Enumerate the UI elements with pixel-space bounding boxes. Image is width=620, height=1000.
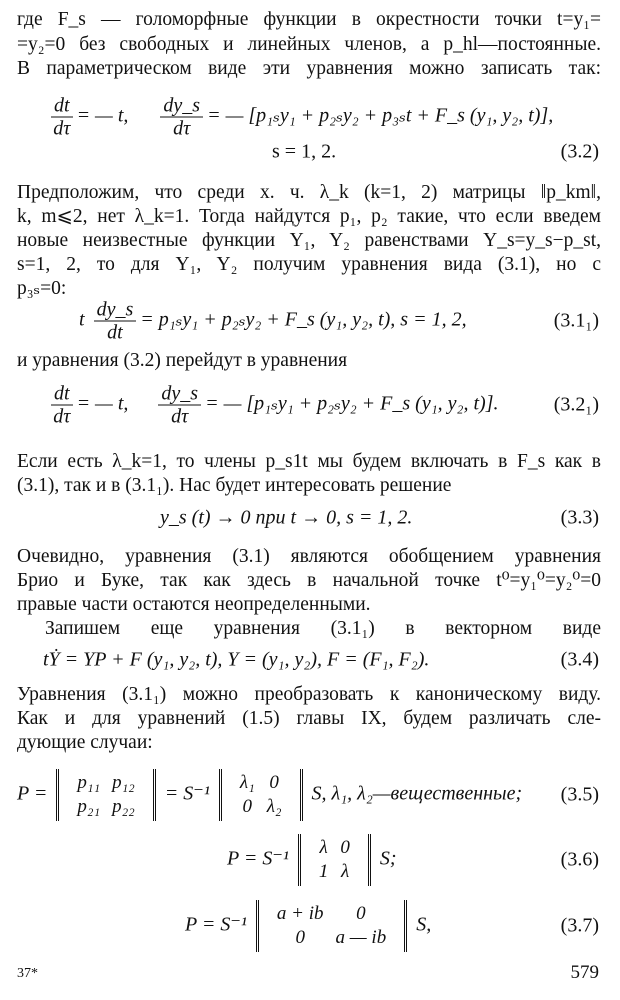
text-line: Брио и Буке, так как здесь в начальной точке t⁰=y₁⁰=y₂⁰=0 (17, 570, 601, 591)
text-line: Очевидно, уравнения (3.1) являются обобщением уравнения (17, 546, 601, 567)
fraction: $\frac{dy\_s}{dt}$ (94, 299, 137, 344)
text-line: где F_s — голоморфные функции в окрестности точки t=y₁= (17, 9, 601, 30)
text-line: Как и для уравнений (1.5) главы IX, будем различать сле- (17, 708, 601, 729)
text-line: =y₂=0 без свободных и линейных членов, а p_hl—постоянные. (17, 34, 601, 55)
equation-number: (3.3) (560, 506, 599, 529)
fraction: $\frac{dy\_s}{d\tau}$ (160, 95, 203, 140)
page-number: 579 (570, 962, 599, 983)
matrix: λ₁ 0 0 λ₂ (219, 769, 303, 821)
equation-number: (3.6) (560, 848, 599, 871)
equation-number: (3.2) (560, 140, 599, 163)
text-line: дующие случаи: (17, 732, 153, 753)
text-line: и уравнения (3.2) перейдут в уравнения (17, 350, 348, 371)
text-line: Если есть λ_k=1, то члены p_s1t мы будем включать в F_s как в (17, 451, 601, 472)
text-line: Запишем еще уравнения (3.1₁) в векторном виде (45, 618, 601, 639)
fraction: $\frac{dt}{d\tau}$ (51, 95, 73, 140)
equation-3-6: P = S⁻¹ λ 0 1 λ S; (3.6) (17, 828, 601, 892)
equation-number: (3.4) (560, 648, 599, 671)
equation-number: (3.1₁) (553, 309, 599, 332)
equation-3-2: $\frac{dt}{d\tau}$ = — t, $\frac{dy\_s}{d\tau}$ = — [p₁ₛy₁ + p₂ₛy₂ + p₃ₛt + F_s (y₁, y₂, t)], (17, 90, 601, 144)
equation-3-7: P = S⁻¹ a + ib 0 0 a — ib S, (3.7) (17, 894, 601, 958)
fraction: $\frac{dt}{d\tau}$ (51, 383, 73, 428)
equation-number: (3.5) (560, 783, 599, 806)
equation-3-4: tẎ = YP + F (y₁, y₂, t), Y = (y₁, y₂), F = (F₁, F₂). (3.4) (43, 648, 599, 671)
text-line: правые части остаются неопределенными. (17, 594, 371, 615)
equation-number: (3.2₁) (553, 393, 599, 416)
text-line: k, m⩽2, нет λ_k=1. Тогда найдутся p₁, p₂ такие, что если введем (17, 206, 601, 227)
text-line: p₃ₛ=0: (17, 278, 67, 299)
equation-3-2-1: $\frac{dt}{d\tau}$ = — t, $\frac{dy\_s}{d\tau}$ = — [p₁ₛy₁ + p₂ₛy₂ + F_s (y₁, y₂, t)]. (3.2₁) (17, 378, 601, 432)
fraction: $\frac{dy\_s}{d\tau}$ (158, 383, 201, 428)
matrix: λ 0 1 λ (298, 834, 371, 886)
text-line: (3.1), так и в (3.1₁). Нас будет интересовать решение (17, 475, 452, 496)
text-line: Уравнения (3.1₁) можно преобразовать к каноническому виду. (17, 684, 601, 705)
equation-3-5: P = p₁₁ p₁₂ p₂₁ p₂₂ = S⁻¹ λ₁ 0 0 λ₂ S, λ₁, λ₂—вещественные; (3.5) (17, 760, 601, 830)
text-line: новые неизвестные функции Y₁, Y₂ равенствами Y_s=y_s−p_st, (17, 230, 601, 251)
signature-mark: 37* (17, 966, 38, 981)
text-line: s=1, 2, то для Y₁, Y₂ получим уравнения вида (3.1), но с (17, 254, 601, 275)
equation-3-1-1: t $\frac{dy\_s}{dt}$ = p₁ₛy₁ + p₂ₛy₂ + F_s (y₁, y₂, t), s = 1, 2, (3.1₁) (79, 298, 599, 344)
equation-3-3: y_s (t) → 0 при t → 0, s = 1, 2. (3.3) (160, 506, 599, 529)
matrix: a + ib 0 0 a — ib (256, 900, 407, 952)
equation-3-2-line2: s = 1, 2. (3.2) (272, 140, 599, 163)
text-line: Предположим, что среди х. ч. λ_k (k=1, 2) матрицы ‖p_km‖, (17, 182, 601, 203)
equation-number: (3.7) (560, 914, 599, 937)
text-line: В параметрическом виде эти уравнения можно записать так: (17, 58, 601, 79)
matrix: p₁₁ p₁₂ p₂₁ p₂₂ (56, 769, 155, 821)
